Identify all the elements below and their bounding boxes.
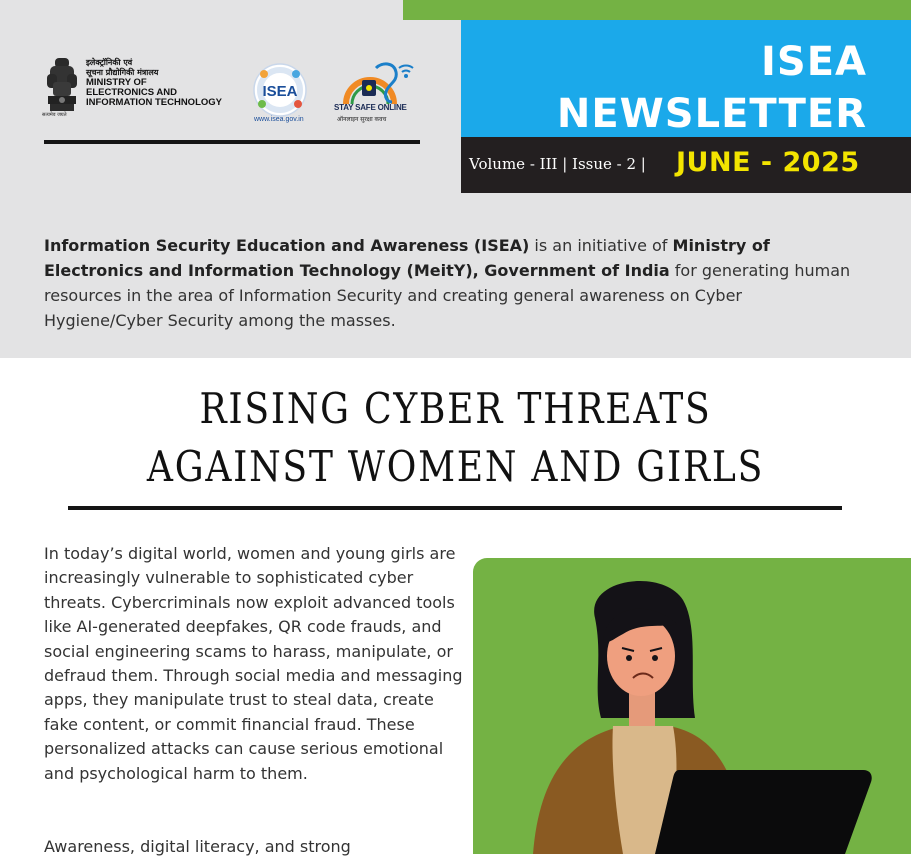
article-headline	[64, 380, 847, 496]
article-paragraph-2: Awareness, digital literacy, and strong	[44, 837, 351, 856]
headline-divider	[68, 506, 842, 510]
stay-safe-online-title: STAY SAFE ONLINE	[334, 103, 407, 112]
headline-line2: AGAINST WOMEN AND GIRLS	[146, 442, 765, 491]
volume-issue: Volume - III | Issue - 2 |	[469, 155, 646, 173]
newsletter-title-line1: ISEA	[761, 39, 867, 85]
ministry-english-line1: MINISTRY OF	[86, 77, 147, 88]
intro-isea-name: Information Security Education and Awareness (ISEA)	[44, 236, 530, 255]
emblem-caption: सत्यमेव जयते	[42, 112, 67, 118]
intro-text-1: is an initiative of	[529, 236, 673, 255]
newsletter-title-line2: NEWSLETTER	[556, 91, 867, 137]
stay-safe-online-logo-icon	[336, 58, 422, 108]
intro-paragraph	[44, 233, 864, 333]
ministry-english-line3: INFORMATION TECHNOLOGY	[86, 97, 222, 108]
ministry-hindi-line1: इलेक्ट्रॉनिकी एवं	[86, 58, 133, 67]
isea-logo-text: ISEA	[262, 83, 298, 100]
intro-text-2: for generating human resources in the area of Information Security and creating general awareness on Cyber Hygiene/Cyber Security among the masses.	[44, 261, 851, 330]
ministry-english-line2: ELECTRONICS AND	[86, 87, 177, 98]
isea-logo-icon	[250, 62, 310, 122]
headline-line1: RISING CYBER THREATS	[199, 384, 712, 433]
issue-date: JUNE - 2025	[676, 147, 860, 178]
illustration-panel	[473, 558, 911, 854]
logo-row	[44, 52, 422, 144]
article-paragraph-1: In today’s digital world, women and young girls are increasingly vulnerable to sophisticated cyber threats. Cybercriminals now exploit advanced tools like AI-generated deepfakes, QR code frauds, and social engineering scams to harass, manipulate, or defraud them. Through social media and messaging apps, they manipulate trust to steal data, create fake content, or commit financial fraud. These personalized attacks can cause serious emotional and psychological harm to them.	[44, 544, 463, 783]
worried-woman-illustration	[473, 558, 911, 854]
intro-ministry-name: Ministry of Electronics and Information Technology (MeitY), Government of India	[44, 236, 770, 280]
isea-url: www.isea.gov.in	[254, 116, 304, 123]
ministry-hindi-line2: सूचना प्रौद्योगिकी मंत्रालय	[86, 68, 159, 77]
stay-safe-online-subtitle: ऑनलाइन सुरक्षा कवच	[337, 116, 387, 123]
logo-divider	[44, 140, 420, 144]
top-accent-strip	[403, 0, 911, 20]
